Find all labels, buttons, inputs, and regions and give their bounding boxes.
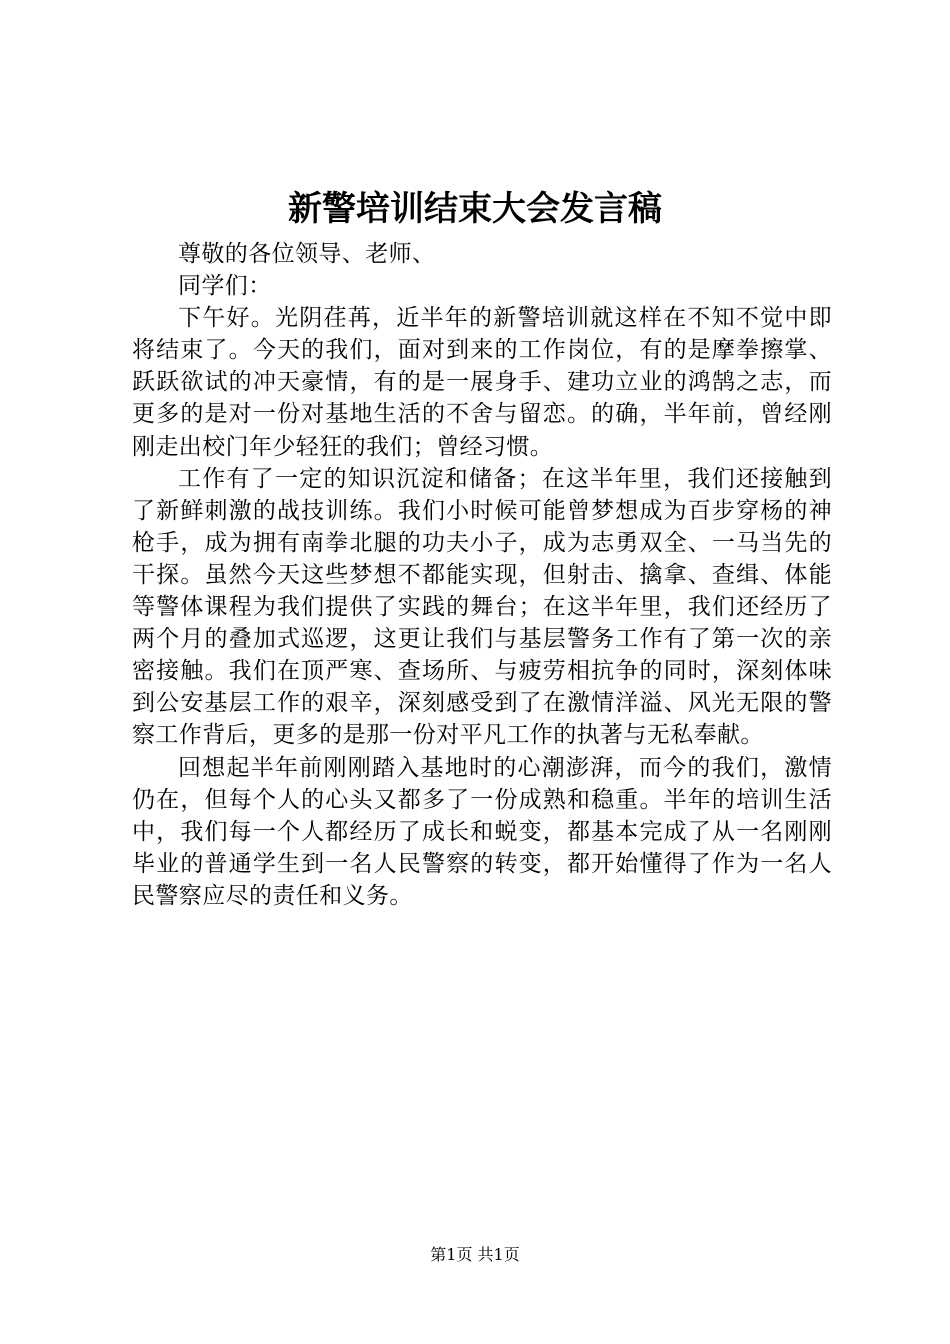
salutation-line: 尊敬的各位领导、老师、 [178,241,436,267]
document-body [132,238,832,912]
body-paragraph: 下午好。光阴荏苒，近半年的新警培训就这样在不知不觉中即将结束了。今天的我们，面对到来的工作岗位，有的是摩拳擦掌、跃跃欲试的冲天豪情，有的是一展身手、建功立业的鸿鹄之志，而更多的是对一份对基地生活的不舍与留恋。的确，半年前，曾经刚刚走出校门年少轻狂的我们；曾经习惯。 [132,305,832,460]
body-paragraph: 工作有了一定的知识沉淀和储备；在这半年里，我们还接触到了新鲜刺激的战技训练。我们小时候可能曾梦想成为百步穿杨的神枪手，成为拥有南拳北腿的功夫小子，成为志勇双全、一马当先的干探。虽然今天这些梦想不都能实现，但射击、擒拿、查缉、体能等警体课程为我们提供了实践的舞台；在这半年里，我们还经历了两个月的叠加式巡逻，这更让我们与基层警务工作有了第一次的亲密接触。我们在顶严寒、查场所、与疲劳相抗争的同时，深刻体味到公安基层工作的艰辛，深刻感受到了在激情洋溢、风光无限的警察工作背后，更多的是那一份对平凡工作的执著与无私奉献。 [132,465,832,749]
body-paragraph: 回想起半年前刚刚踏入基地时的心潮澎湃，而今的我们，激情仍在，但每个人的心头又都多了一份成熟和稳重。半年的培训生活中，我们每一个人都经历了成长和蜕变，都基本完成了从一名刚刚毕业的普通学生到一名人民警察的转变，都开始懂得了作为一名人民警察应尽的责任和义务。 [132,754,832,909]
salutation-line: 同学们： [178,273,272,300]
page-footer: 第1页 共1页 [430,1245,520,1264]
document-title: 新警培训结束大会发言稿 [288,189,662,229]
